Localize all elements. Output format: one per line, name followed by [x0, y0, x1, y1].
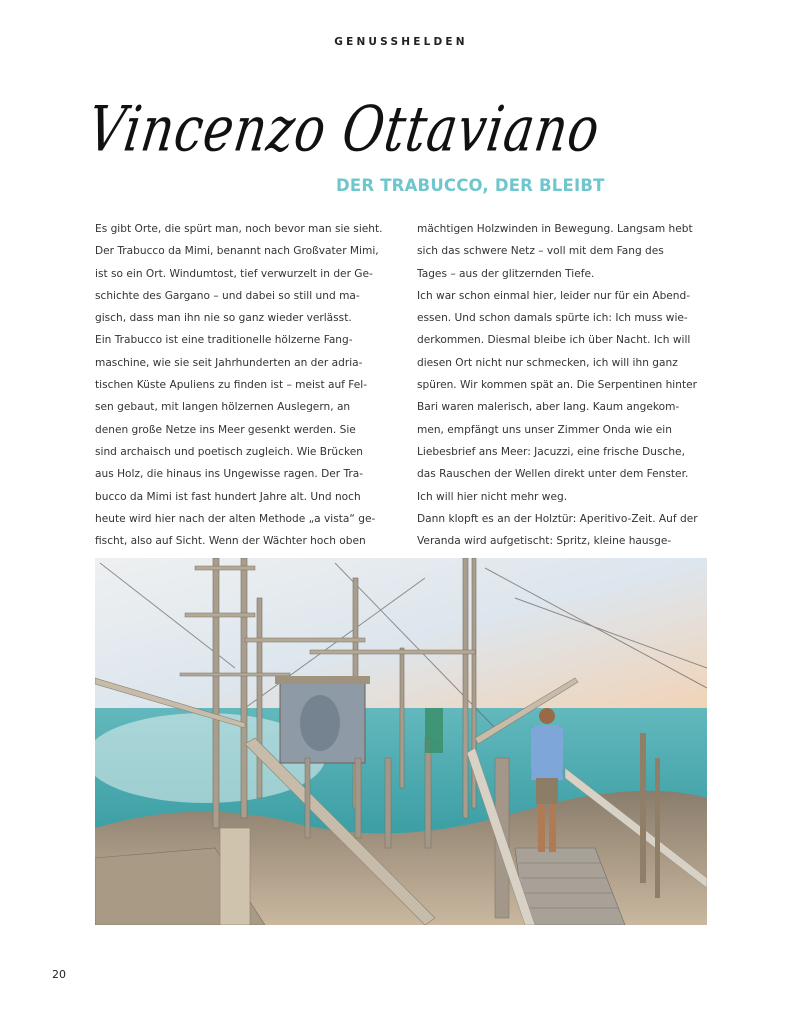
text-line: sind archaisch und poetisch zugleich. Wie Brücken	[95, 445, 363, 458]
text-line: tischen Küste Apuliens zu finden ist – meist auf Fel-	[95, 379, 368, 392]
text-line: Ich war schon einmal hier, leider nur für ein Abend-	[417, 289, 691, 302]
section-label: GENUSSHELDEN	[334, 36, 468, 48]
text-line: Ein Trabucco ist eine traditionelle hölzerne Fang-	[95, 334, 353, 347]
text-line: Ich will hier nicht mehr weg.	[417, 490, 568, 503]
text-line: aus Holz, die hinaus ins Ungewisse ragen. Der Tra-	[95, 468, 364, 481]
trabucco-photo	[95, 558, 707, 925]
article-body	[95, 218, 707, 575]
page-number: 20	[52, 968, 66, 981]
text-line: fischt, also auf Sicht. Wenn der Wächter hoch oben	[95, 535, 366, 548]
text-line: Tages – aus der glitzernden Tiefe.	[417, 267, 595, 280]
text-line: ist so ein Ort. Windumtost, tief verwurzelt in der Ge-	[95, 267, 373, 280]
text-line: heute wird hier nach der alten Methode „a vista“ ge-	[95, 512, 376, 525]
text-line: Bari waren malerisch, aber lang. Kaum angekom-	[417, 401, 680, 414]
text-line: mächtigen Holzwinden in Bewegung. Langsam hebt	[417, 223, 693, 235]
text-line: gisch, dass man ihn nie so ganz wieder verlässt.	[95, 312, 352, 325]
text-line: sich das schwere Netz – voll mit dem Fang des	[417, 245, 664, 258]
text-column-right	[417, 218, 707, 575]
text-line: das Rauschen der Wellen direkt unter dem Fenster.	[417, 468, 689, 481]
text-line: sen gebaut, mit langen hölzernen Auslegern, an	[95, 401, 351, 414]
photo-illustration	[95, 558, 707, 925]
text-line: Dann klopft es an der Holztür: Aperitivo-Zeit. Auf der	[417, 512, 698, 525]
text-line: derkommen. Diesmal bleibe ich über Nacht. Ich will	[417, 334, 691, 347]
text-line: schichte des Gargano – und dabei so still und ma-	[95, 289, 360, 302]
text-line: Der Trabucco da Mimi, benannt nach Großvater Mimi,	[95, 245, 379, 258]
text-line: Veranda wird aufgetischt: Spritz, kleine hausge-	[417, 535, 672, 548]
article-subtitle: DER TRABUCCO, DER BLEIBT	[336, 176, 605, 195]
text-line: maschine, wie sie seit Jahrhunderten an der adria-	[95, 356, 363, 369]
text-line: Es gibt Orte, die spürt man, noch bevor man sie sieht.	[95, 223, 383, 235]
text-line: men, empfängt uns unser Zimmer Onda wie ein	[417, 423, 672, 436]
text-column-left	[95, 218, 385, 575]
text-line: spüren. Wir kommen spät an. Die Serpentinen hinter	[417, 379, 697, 392]
text-line: denen große Netze ins Meer gesenkt werden. Sie	[95, 423, 356, 436]
text-line: Liebesbrief ans Meer: Jacuzzi, eine frische Dusche,	[417, 445, 685, 458]
text-line: bucco da Mimi ist fast hundert Jahre alt. Und noch	[95, 490, 361, 503]
text-line: essen. Und schon damals spürte ich: Ich muss wie-	[417, 312, 688, 325]
text-line: diesen Ort nicht nur schmecken, ich will ihn ganz	[417, 356, 678, 369]
article-title: Vincenzo Ottaviano	[83, 93, 605, 166]
